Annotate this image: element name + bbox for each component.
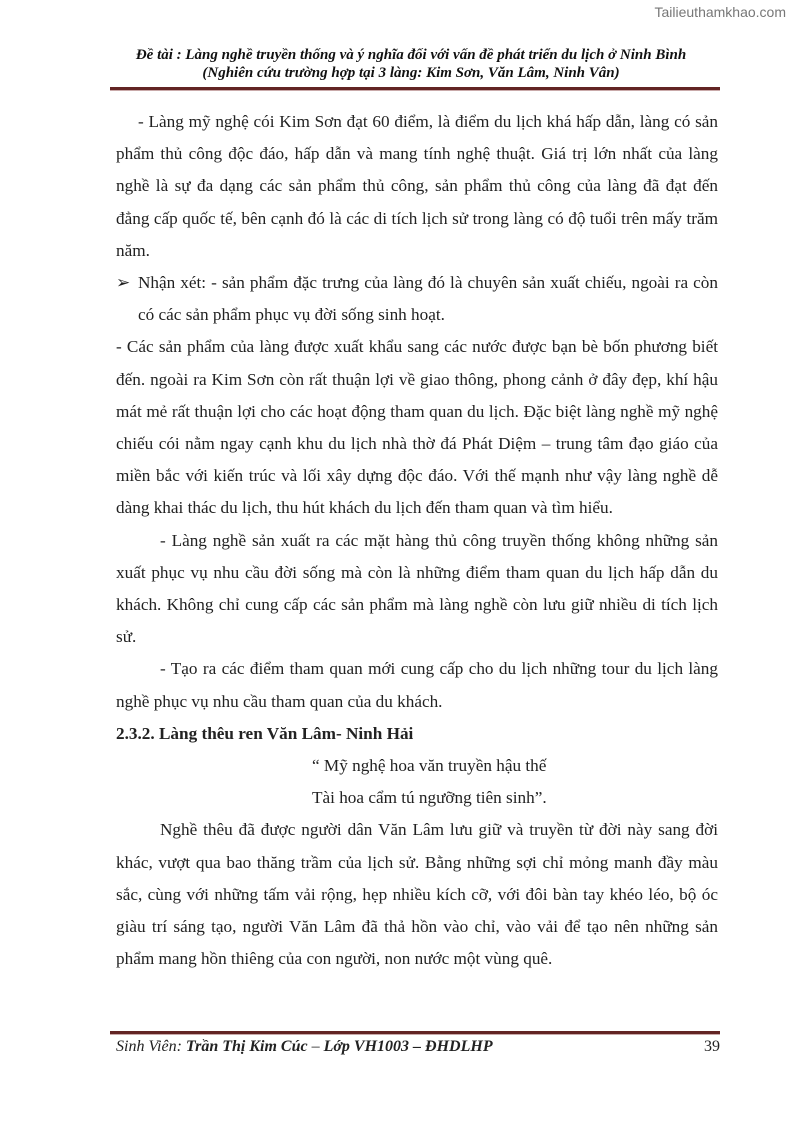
page-number: 39 <box>704 1038 720 1055</box>
footer-label: Sinh Viên: <box>116 1038 186 1055</box>
page-footer <box>116 1038 720 1056</box>
bullet-text: Nhận xét: - sản phẩm đặc trưng của làng đó là chuyên sản xuất chiếu, ngoài ra còn có các sản phẩm phục vụ đời sống sinh hoạt. <box>138 273 718 325</box>
paragraph: - Tạo ra các điểm tham quan mới cung cấp cho du lịch những tour du lịch làng nghề phục vụ nhu cầu tham quan của du khách. <box>116 659 718 711</box>
watermark: Tailieuthamkhao.com <box>654 4 786 20</box>
arrow-bullet-icon: ➢ <box>116 273 131 293</box>
header-title: Đề tài : Làng nghề truyền thống và ý nghĩa đối với vấn đề phát triển du lịch ở Ninh Bình <box>135 47 687 63</box>
page-header <box>100 46 722 82</box>
document-body <box>116 106 718 975</box>
verse-line: “ Mỹ nghệ hoa văn truyền hậu thế <box>312 756 547 776</box>
verse-line: Tài hoa cẩm tú ngưỡng tiên sinh”. <box>312 788 547 808</box>
footer-separator: – <box>307 1038 324 1055</box>
paragraph: - Làng mỹ nghệ cói Kim Sơn đạt 60 điểm, là điểm du lịch khá hấp dẫn, làng có sản phẩm thủ công độc đáo, hấp dẫn và mang tính nghệ thuật. Giá trị lớn nhất của làng nghề là sự đa dạng các sản phẩm thủ công, sản phẩm thủ công của làng đã đạt đến đẳng cấp quốc tế, bên cạnh đó là các di tích lịch sử trong làng có độ tuổi trên mấy trăm năm. <box>116 112 718 260</box>
paragraph: - Các sản phẩm của làng được xuất khẩu sang các nước được bạn bè bốn phương biết đến. ngoài ra Kim Sơn còn rất thuận lợi về giao thông, phong cảnh ở đây đẹp, khí hậu mát mẻ rất thuận lợi cho các hoạt động tham quan du lịch. Đặc biệt làng nghề mỹ nghệ chiếu cói nằm ngay cạnh khu du lịch nhà thờ đá Phát Diệm – trung tâm đạo giáo của miền bắc với kiến trúc và lối xây dựng độc đáo. Với thế mạnh như vậy làng nghề dễ dàng khai thác du lịch, thu hút khách du lịch đến tham quan và tìm hiểu. <box>116 337 718 518</box>
footer-class: Lớp VH1003 – ĐHDLHP <box>323 1038 493 1055</box>
paragraph: - Làng nghề sản xuất ra các mặt hàng thủ công truyền thống không những sản xuất phục vụ nhu cầu đời sống mà còn là những điểm tham quan du lịch hấp dẫn du khách. Không chỉ cung cấp các sản phẩm mà làng nghề còn lưu giữ nhiều di tích lịch sử. <box>116 530 718 647</box>
footer-rule <box>110 1031 720 1035</box>
bullet-paragraph <box>116 267 718 331</box>
section-heading: 2.3.2. Làng thêu ren Văn Lâm- Ninh Hải <box>116 723 414 743</box>
footer-author: Trần Thị Kim Cúc <box>185 1038 308 1055</box>
header-rule <box>110 87 720 91</box>
paragraph: Nghề thêu đã được người dân Văn Lâm lưu giữ và truyền từ đời này sang đời khác, vượt qua bao thăng trầm của lịch sử. Bằng những sợi chỉ mỏng manh đầy màu sắc, cùng với những tấm vải rộng, hẹp nhiều kích cỡ, với đôi bàn tay khéo léo, bộ óc giàu trí sáng tạo, người Văn Lâm đã thả hồn vào chỉ, vào vải để tạo nên những sản phẩm mang hồn thiêng của con người, non nước một vùng quê. <box>116 820 718 969</box>
header-subtitle: (Nghiên cứu trường hợp tại 3 làng: Kim Sơn, Văn Lâm, Ninh Vân) <box>202 65 620 81</box>
